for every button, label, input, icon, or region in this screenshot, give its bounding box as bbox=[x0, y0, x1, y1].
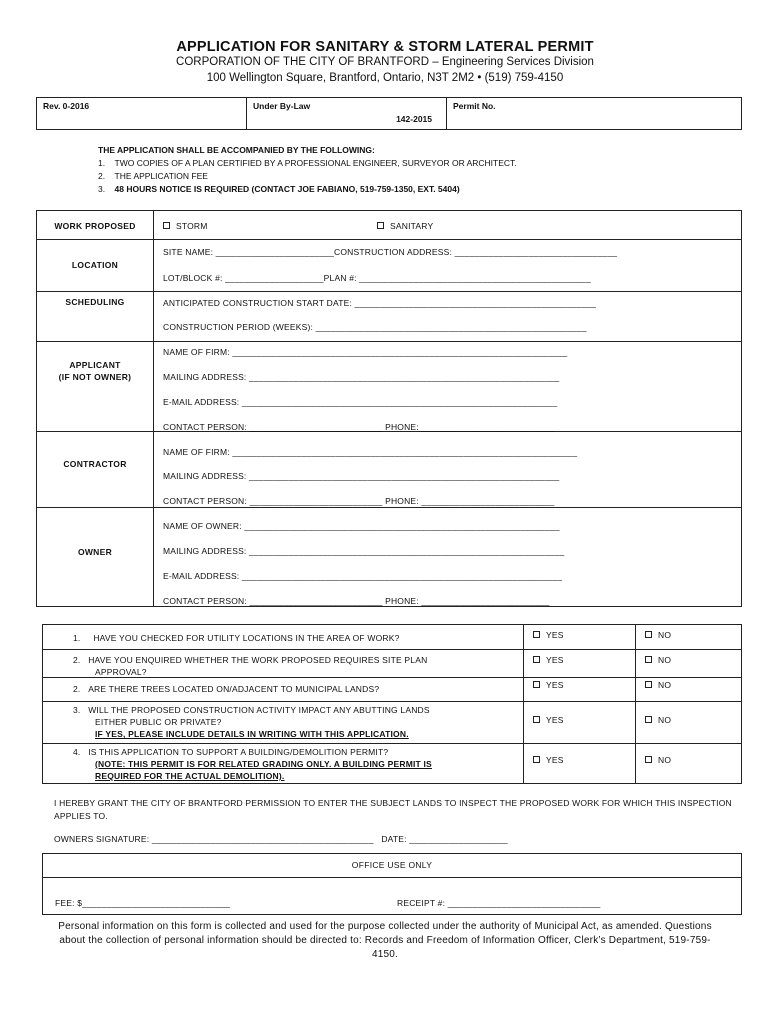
organization-line: CORPORATION OF THE CITY OF BRANTFORD – Engineering Services Division bbox=[176, 56, 594, 68]
owner-email-field[interactable]: E-MAIL ADDRESS: _________________________________________________________________ bbox=[163, 571, 563, 581]
checkbox-icon bbox=[533, 681, 540, 688]
checkbox-icon bbox=[645, 631, 652, 638]
requirement-item: 2. THE APPLICATION FEE bbox=[98, 171, 208, 181]
requirements-heading: THE APPLICATION SHALL BE ACCOMPANIED BY THE FOLLOWING: bbox=[98, 145, 375, 155]
question-2-yes[interactable]: YES bbox=[533, 655, 564, 665]
revision-label: Rev. 0-2016 bbox=[43, 101, 90, 111]
signature-row bbox=[54, 834, 508, 844]
bylaw-number: 142-2015 bbox=[396, 114, 432, 124]
contractor-contact-field[interactable]: CONTACT PERSON: ___________________________ PHONE: ___________________________ bbox=[163, 496, 555, 506]
question-row: 3. WILL THE PROPOSED CONSTRUCTION ACTIVITY IMPACT ANY ABUTTING LANDS EITHER PUBLIC OR PRIVATE? IF YES, PLEASE INCLUDE DETAILS IN WRITING WITH THIS APPLICATION. bbox=[73, 705, 430, 739]
owner-mailing-field[interactable]: MAILING ADDRESS: ________________________________________________________________ bbox=[163, 546, 565, 556]
lot-block-field[interactable]: LOT/BLOCK #: ____________________PLAN #: _______________________________________________ bbox=[163, 273, 591, 283]
sanitary-checkbox[interactable]: SANITARY bbox=[377, 221, 433, 231]
question-row: 2. HAVE YOU ENQUIRED WHETHER THE WORK PROPOSED REQUIRES SITE PLAN APPROVAL? bbox=[73, 655, 428, 677]
checkbox-icon bbox=[645, 656, 652, 663]
applicant-contact-field[interactable]: CONTACT PERSON: ___________________________ PHONE: ___________________________ bbox=[163, 422, 555, 432]
bylaw-cell bbox=[247, 98, 447, 129]
checkbox-icon bbox=[533, 631, 540, 638]
question-4-no[interactable]: NO bbox=[645, 715, 671, 725]
permission-statement: I HEREBY GRANT THE CITY OF BRANTFORD PERMISSION TO ENTER THE SUBJECT LANDS TO INSPECT THE PROPOSED WORK FOR WHICH THIS INSPECTION APPLIES TO. bbox=[54, 798, 732, 821]
owner-label: OWNER bbox=[77, 547, 113, 557]
question-3-yes[interactable]: YES bbox=[533, 680, 564, 690]
date-field[interactable]: DATE: ____________________ bbox=[381, 834, 508, 844]
owner-name-field[interactable]: NAME OF OWNER: ________________________________________________________________ bbox=[163, 521, 560, 531]
checkbox-icon bbox=[533, 756, 540, 763]
checkbox-icon bbox=[645, 681, 652, 688]
checkbox-icon bbox=[533, 716, 540, 723]
revision-cell bbox=[37, 98, 247, 129]
fee-field[interactable]: FEE: $______________________________ bbox=[55, 898, 231, 908]
question-1-no[interactable]: NO bbox=[645, 630, 671, 640]
applicant-sublabel: (IF NOT OWNER) bbox=[58, 372, 132, 382]
checkbox-icon bbox=[645, 756, 652, 763]
permit-cell[interactable] bbox=[447, 98, 741, 129]
question-5-no[interactable]: NO bbox=[645, 755, 671, 765]
contractor-label: CONTRACTOR bbox=[63, 459, 127, 469]
location-label: LOCATION bbox=[71, 260, 119, 270]
work-proposed-label: WORK PROPOSED bbox=[54, 221, 136, 231]
application-form-table bbox=[36, 210, 742, 607]
applicant-email-field[interactable]: E-MAIL ADDRESS: ________________________________________________________________ bbox=[163, 397, 558, 407]
question-4-yes[interactable]: YES bbox=[533, 715, 564, 725]
requirement-item: 1. TWO COPIES OF A PLAN CERTIFIED BY A PROFESSIONAL ENGINEER, SURVEYOR OR ARCHITECT. bbox=[98, 158, 517, 168]
bylaw-label: Under By-Law bbox=[253, 101, 311, 111]
requirement-item: 3. 48 HOURS NOTICE IS REQUIRED (CONTACT JOE FABIANO, 519-759-1350, EXT. 5404) bbox=[98, 184, 460, 194]
question-5-yes[interactable]: YES bbox=[533, 755, 564, 765]
contractor-mailing-field[interactable]: MAILING ADDRESS: _______________________________________________________________ bbox=[163, 471, 560, 481]
permit-number-label: Permit No. bbox=[453, 101, 496, 111]
start-date-field[interactable]: ANTICIPATED CONSTRUCTION START DATE: _________________________________________________ bbox=[163, 298, 597, 308]
privacy-notice: Personal information on this form is collected and used for the purpose collected under the authority of Municipal Act, as amended. Questions about the collection of personal information should be directed to: Records and Freedom of Information Officer, Clerk’s Department, 519-759-4150. bbox=[58, 921, 712, 960]
receipt-field[interactable]: RECEIPT #: _______________________________ bbox=[397, 898, 601, 908]
checkbox-icon bbox=[163, 222, 170, 229]
owner-contact-field[interactable]: CONTACT PERSON: ___________________________ PHONE: __________________________ bbox=[163, 596, 550, 606]
office-use-box bbox=[42, 853, 742, 915]
applicant-label: APPLICANT bbox=[69, 360, 121, 370]
checkbox-icon bbox=[645, 716, 652, 723]
storm-checkbox[interactable]: STORM bbox=[163, 221, 208, 231]
page-title: APPLICATION FOR SANITARY & STORM LATERAL PERMIT bbox=[176, 39, 594, 55]
info-row bbox=[36, 97, 742, 130]
question-1-yes[interactable]: YES bbox=[533, 630, 564, 640]
applicant-mailing-field[interactable]: MAILING ADDRESS: _______________________________________________________________ bbox=[163, 372, 560, 382]
scheduling-label: SCHEDULING bbox=[65, 297, 125, 307]
office-use-heading: OFFICE USE ONLY bbox=[351, 860, 433, 870]
question-row: 1. HAVE YOU CHECKED FOR UTILITY LOCATIONS IN THE AREA OF WORK? bbox=[73, 633, 400, 643]
owner-signature-field[interactable]: OWNERS SIGNATURE: _____________________________________________ bbox=[54, 834, 374, 844]
question-row: 2. ARE THERE TREES LOCATED ON/ADJACENT TO MUNICIPAL LANDS? bbox=[73, 684, 380, 694]
applicant-firm-field[interactable]: NAME OF FIRM: ____________________________________________________________________ bbox=[163, 347, 568, 357]
requirements bbox=[98, 144, 517, 196]
contractor-firm-field[interactable]: NAME OF FIRM: ______________________________________________________________________ bbox=[163, 447, 578, 457]
questions-table bbox=[42, 624, 742, 784]
site-name-field[interactable]: SITE NAME: ________________________CONSTRUCTION ADDRESS: _________________________________ bbox=[163, 247, 618, 257]
construction-period-field[interactable]: CONSTRUCTION PERIOD (WEEKS): _______________________________________________________ bbox=[163, 322, 587, 332]
address-line: 100 Wellington Square, Brantford, Ontario, N3T 2M2 • (519) 759-4150 bbox=[206, 72, 564, 84]
question-row: 4. IS THIS APPLICATION TO SUPPORT A BUILDING/DEMOLITION PERMIT? (NOTE: THIS PERMIT IS FOR RELATED GRADING ONLY. A BUILDING PERMIT IS REQUIRED FOR THE ACTUAL DEMOLITION). bbox=[73, 747, 432, 781]
checkbox-icon bbox=[377, 222, 384, 229]
checkbox-icon bbox=[533, 656, 540, 663]
question-2-no[interactable]: NO bbox=[645, 655, 671, 665]
question-3-no[interactable]: NO bbox=[645, 680, 671, 690]
